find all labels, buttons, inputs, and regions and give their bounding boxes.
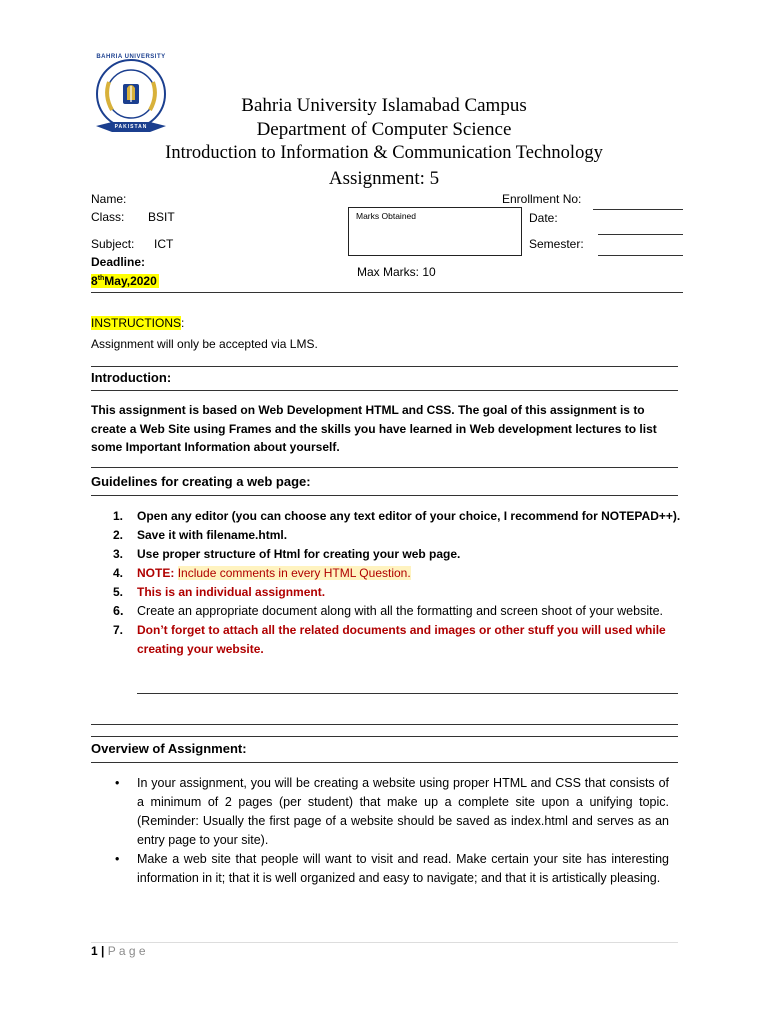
divider-8 [91, 762, 678, 763]
footer-divider [91, 942, 678, 943]
guidelines-list [91, 507, 681, 659]
introduction-text: This assignment is based on Web Development HTML and CSS. The goal of this assignment is to create a Web Site using Frames and the skills you have learned in Web development lectures to list some Important Information about yourself. [91, 403, 657, 454]
divider-3 [91, 467, 678, 468]
guideline-item [91, 507, 681, 526]
page-word: P a g e [107, 944, 146, 958]
class-value: BSIT [148, 210, 175, 224]
overview-list [91, 774, 669, 888]
logo-top-text: BAHRIA UNIVERSITY [96, 54, 166, 60]
semester-label: Semester: [529, 237, 584, 251]
instructions-text: Assignment will only be accepted via LMS. [91, 337, 318, 351]
marks-obtained-label: Marks Obtained [356, 211, 416, 221]
introduction-heading: Introduction: [91, 370, 172, 385]
page-footer [91, 944, 146, 958]
date-line [598, 234, 683, 235]
guideline-text: This is an individual assignment. [137, 585, 326, 599]
deadline-value [91, 274, 159, 288]
guideline-item [91, 583, 681, 602]
guideline-num: 2. [113, 528, 124, 542]
marks-obtained-box [348, 207, 522, 256]
guideline-num: 3. [113, 547, 124, 561]
guideline-text: Use proper structure of Html for creating your web page. [137, 547, 461, 561]
semester-line [598, 255, 683, 256]
instructions-colon: : [181, 316, 185, 330]
enrollment-label: Enrollment No: [502, 192, 582, 206]
deadline-day: 8 [91, 274, 98, 288]
name-label: Name: [91, 192, 127, 206]
instructions-heading-text: INSTRUCTIONS [91, 316, 181, 330]
subject-value: ICT [154, 237, 174, 251]
divider-4 [91, 495, 678, 496]
guideline-item [91, 526, 681, 545]
deadline-sup: th [97, 275, 105, 282]
course-title: Introduction to Information & Communication Technology [165, 143, 603, 163]
guideline-text: Open any editor (you can choose any text editor of your choice, I recommend for NOTEPAD++). [137, 509, 681, 523]
guidelines-heading: Guidelines for creating a web page: [91, 474, 311, 489]
divider-5 [137, 693, 678, 694]
overview-bullet [91, 774, 669, 850]
assignment-title: Assignment: 5 [328, 168, 440, 189]
overview-bullet [91, 850, 669, 888]
class-label: Class: [91, 210, 125, 224]
deadline-label: Deadline: [91, 255, 146, 269]
guideline-text: Create an appropriate document along with all the formatting and screen shoot of your website. [137, 604, 664, 618]
guideline-num: 5. [113, 585, 124, 599]
guideline-item [91, 602, 681, 621]
enrollment-line [593, 209, 683, 210]
divider-1 [91, 366, 678, 367]
bullet-icon: • [115, 852, 120, 866]
guideline-item [91, 545, 681, 564]
max-marks: Max Marks: 10 [357, 265, 436, 279]
guideline-num: 4. [113, 566, 124, 580]
guideline-num: 6. [113, 604, 124, 618]
overview-heading: Overview of Assignment: [91, 741, 247, 756]
page-number: 1 [91, 944, 98, 958]
page-separator: | [101, 944, 105, 958]
deadline-rest: May,2020 [104, 274, 157, 288]
guideline-item [91, 621, 681, 659]
date-label: Date: [529, 211, 558, 225]
bullet-icon: • [115, 776, 120, 790]
note-label: NOTE: [137, 566, 175, 580]
divider-6 [91, 724, 678, 725]
guideline-num: 7. [113, 623, 124, 637]
divider-2 [91, 390, 678, 391]
university-title: Bahria University Islamabad Campus [241, 95, 527, 116]
department-title: Department of Computer Science [256, 119, 512, 140]
guideline-item [91, 564, 681, 583]
guideline-text: Save it with filename.html. [137, 528, 288, 542]
subject-label: Subject: [91, 237, 135, 251]
overview-text: Make a web site that people will want to visit and read. Make certain your site has interesting information in it; that it is well organized and easy to navigate; and that it is artistically pleasing. [137, 852, 669, 885]
guideline-text: Don’t forget to attach all the related documents and images or other stuff you will used while creating your website. [137, 623, 666, 656]
info-divider [91, 292, 683, 293]
guideline-text: Include comments in every HTML Question. [177, 566, 411, 580]
instructions-heading [91, 316, 184, 330]
divider-7 [91, 736, 678, 737]
guideline-num: 1. [113, 509, 124, 523]
overview-text: In your assignment, you will be creating a website using proper HTML and CSS that consists of a minimum of 2 pages (per student) that make up a complete site upon a unifying topic. (Reminder: Usually the first page of a website should be saved as index.html and serves as an entry page to your site). [137, 776, 669, 847]
logo-bottom-text: PAKISTAN [114, 124, 148, 130]
